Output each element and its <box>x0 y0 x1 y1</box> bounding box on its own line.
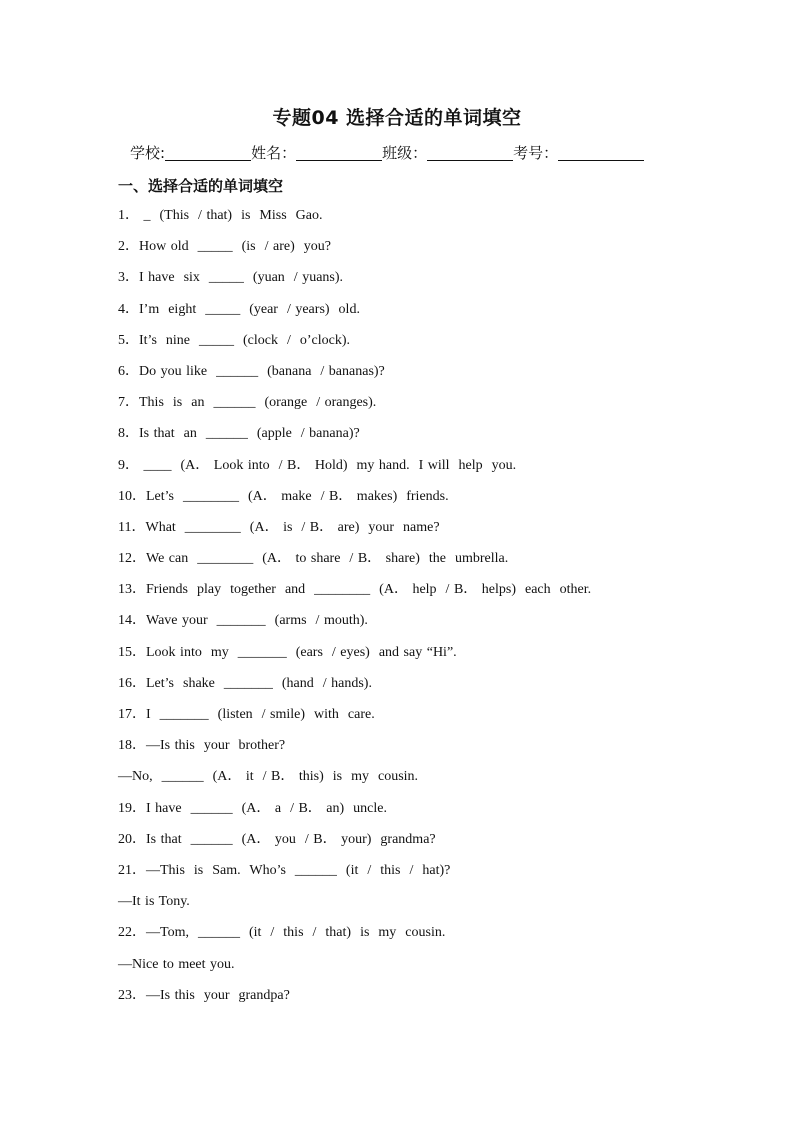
question-line: 5．It’s nine _____ (clock / o’clock). <box>118 332 351 348</box>
question-line: 19．I have ______ (A． a / B． an) uncle. <box>118 800 387 816</box>
student-info-row <box>130 142 690 163</box>
page-title: 专题04 选择合适的单词填空 <box>272 107 522 129</box>
class-blank <box>427 144 513 161</box>
exam-number-label: 考号： <box>513 144 559 162</box>
answer-line: —It is Tony. <box>118 894 190 910</box>
question-line: 23．—Is this your grandpa? <box>118 987 290 1003</box>
question-line: 3．I have six _____ (yuan / yuans). <box>118 270 344 286</box>
question-line: 15．Look into my _______ (ears / eyes) and say “Hi”. <box>118 644 457 660</box>
school-blank <box>165 144 251 161</box>
name-label: 姓名： <box>251 144 297 162</box>
answer-line: —Nice to meet you. <box>118 956 235 972</box>
question-line: 7．This is an ______ (orange / oranges). <box>118 395 377 411</box>
question-line: 2．How old _____ (is / are) you? <box>118 239 331 255</box>
question-line: 14．Wave your _______ (arms / mouth). <box>118 613 368 629</box>
question-line: 18．—Is this your brother? <box>118 738 286 754</box>
school-label: 学校: <box>130 144 166 162</box>
question-line: 20．Is that ______ (A． you / B． your) grandma? <box>118 831 436 847</box>
question-line: 10．Let’s ________ (A． make / B． makes) friends. <box>118 488 449 504</box>
question-list <box>118 206 718 1017</box>
question-line: 21．—This is Sam. Who’s ______ (it / this / hat)? <box>118 862 451 878</box>
answer-line: —No, ______ (A． it / B． this) is my cousin. <box>118 769 419 785</box>
question-line: 17．I _______ (listen / smile) with care. <box>118 707 375 722</box>
question-line: 8．Is that an ______ (apple / banana)? <box>118 426 360 442</box>
question-line: 4．I’m eight _____ (year / years) old. <box>118 301 360 317</box>
question-line: 11．What ________ (A． is / B． are) your name? <box>118 519 440 535</box>
question-line: 22．—Tom, ______ (it / this / that) is my cousin. <box>118 925 446 941</box>
class-label: 班级： <box>382 144 428 162</box>
question-line: 9． ____ (A． Look into / B． Hold) my hand. I will help you. <box>118 457 517 473</box>
question-line: 12．We can ________ (A． to share / B． share) the umbrella. <box>118 551 509 567</box>
question-line: 13．Friends play together and ________ (A． help / B． helps) each other. <box>118 582 592 598</box>
question-line: 16．Let’s shake _______ (hand / hands). <box>118 675 372 691</box>
exam-number-blank <box>558 144 644 161</box>
question-line: 1． _ (This / that) is Miss Gao. <box>118 208 323 223</box>
question-line: 6．Do you like ______ (banana / bananas)? <box>118 363 385 379</box>
section-heading: 一、选择合适的单词填空 <box>118 177 284 195</box>
name-blank <box>296 144 382 161</box>
